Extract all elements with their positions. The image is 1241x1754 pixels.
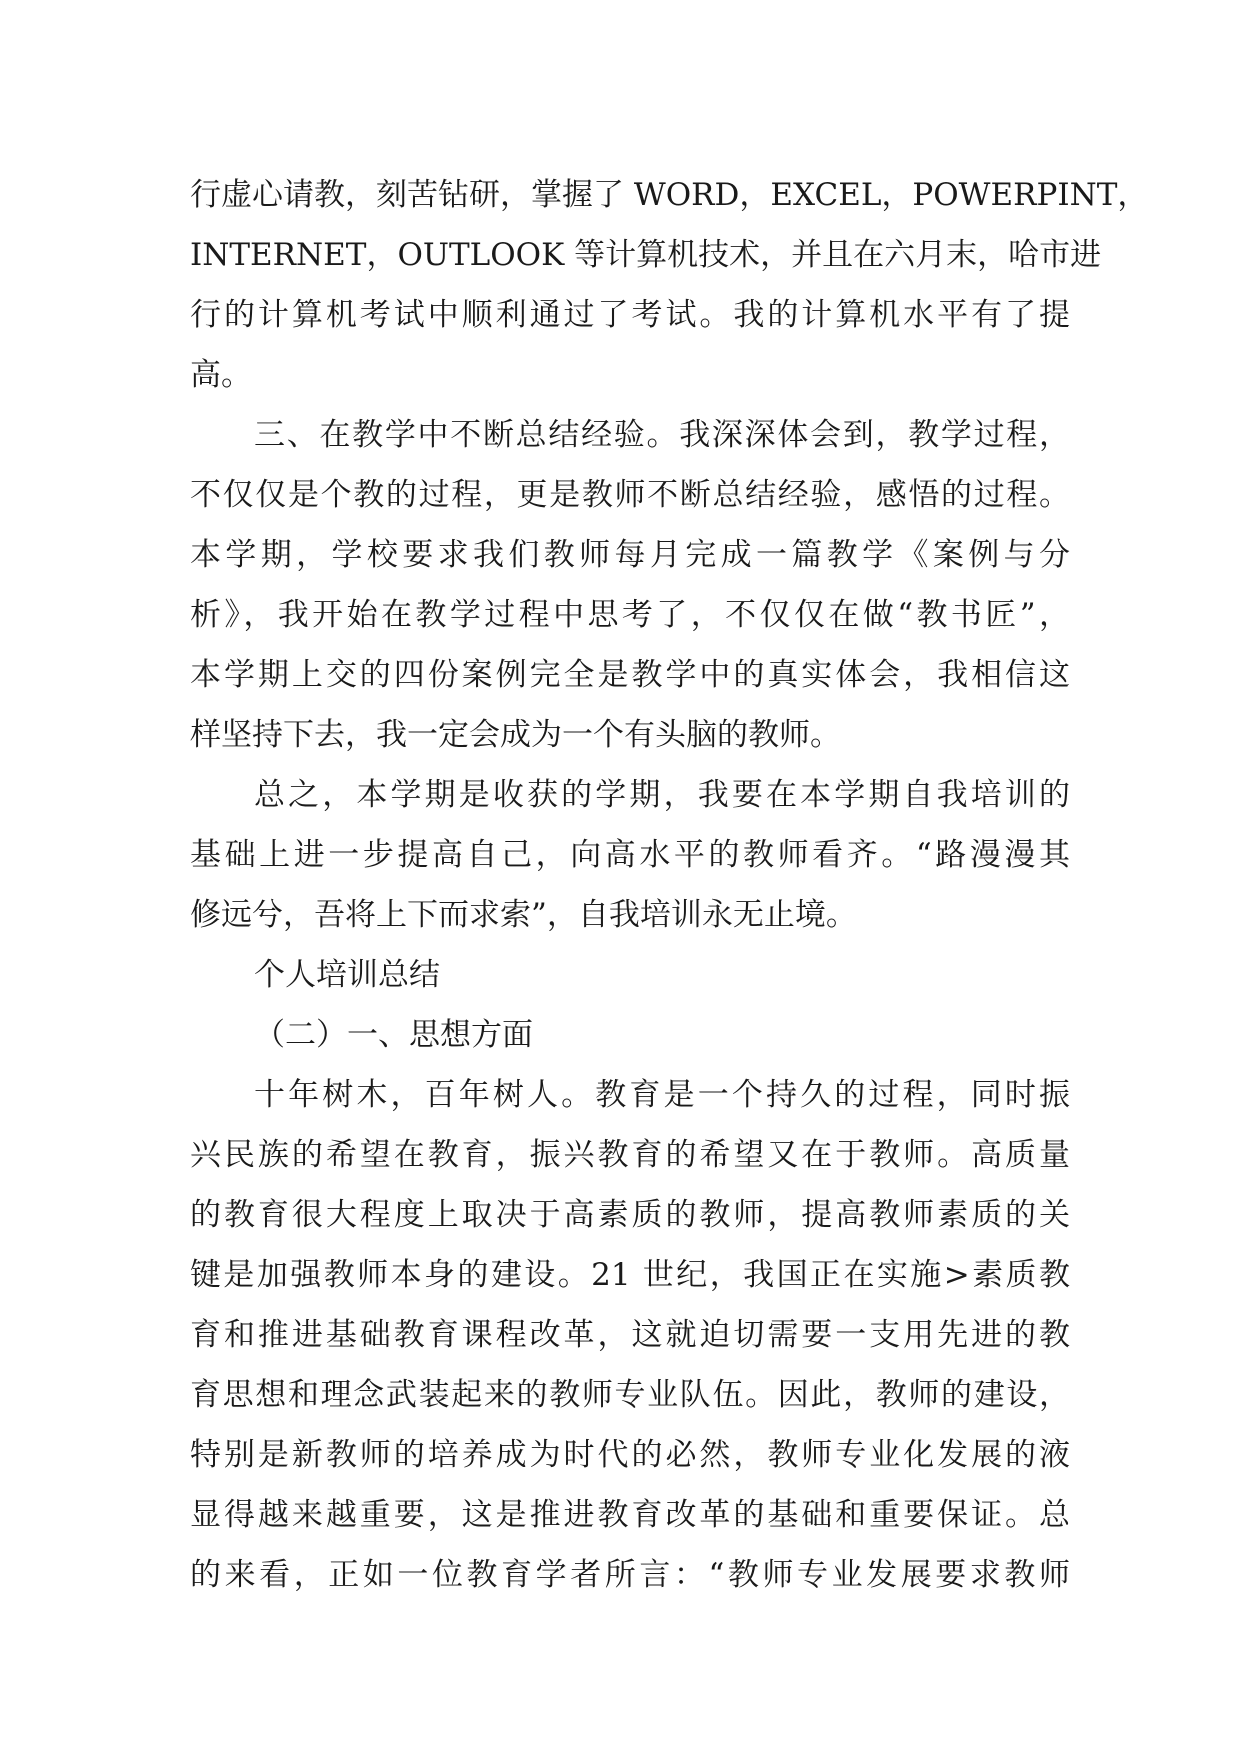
text-line: 不仅仅是个教的过程，更是教师不断总结经验，感悟的过程。 [190, 477, 1070, 513]
text-line: 显得越来越重要，这是推进教育改革的基础和重要保证。总 [190, 1497, 1070, 1533]
text-line: 析》，我开始在教学过程中思考了，不仅仅在做“教书匠”， [190, 597, 1070, 633]
text-line: 行的计算机考试中顺利通过了考试。我的计算机水平有了提 [190, 297, 1070, 333]
text-line: 行虚心请教，刻苦钻研，掌握了 WORD，EXCEL，POWERPINT， [190, 177, 1149, 213]
text-line: 基础上进一步提高自己，向高水平的教师看齐。“路漫漫其 [190, 837, 1070, 873]
text-line: 本学期上交的四份案例完全是教学中的真实体会，我相信这 [190, 657, 1070, 693]
text-line: 键是加强教师本身的建设。21 世纪，我国正在实施>素质教 [190, 1257, 1070, 1293]
text-line: 总之，本学期是收获的学期，我要在本学期自我培训的 [254, 777, 1070, 813]
text-line: 高。 [190, 357, 252, 393]
text-line: 样坚持下去，我一定会成为一个有头脑的教师。 [190, 717, 841, 753]
text-line: 三、在教学中不断总结经验。我深深体会到，教学过程， [254, 417, 1070, 453]
text-line: 十年树木，百年树人。教育是一个持久的过程，同时振 [254, 1077, 1070, 1113]
text-line: 的来看，正如一位教育学者所言：“教师专业发展要求教师 [190, 1557, 1070, 1593]
section-heading: （二）一、思想方面 [254, 1017, 533, 1053]
section-heading: 个人培训总结 [254, 957, 440, 993]
text-line: 育和推进基础教育课程改革，这就迫切需要一支用先进的教 [190, 1317, 1070, 1353]
body-text [190, 165, 1149, 1605]
text-line: 兴民族的希望在教育，振兴教育的希望又在于教师。高质量 [190, 1137, 1070, 1173]
text-line: 修远兮，吾将上下而求索”，自我培训永无止境。 [190, 897, 857, 933]
text-line: 本学期，学校要求我们教师每月完成一篇教学《案例与分 [190, 537, 1070, 573]
text-line: INTERNET，OUTLOOK 等计算机技术，并且在六月末，哈市进 [190, 237, 1102, 273]
text-line: 特别是新教师的培养成为时代的必然，教师专业化发展的液 [190, 1437, 1070, 1473]
text-line: 育思想和理念武装起来的教师专业队伍。因此，教师的建设， [190, 1377, 1070, 1413]
text-line: 的教育很大程度上取决于高素质的教师，提高教师素质的关 [190, 1197, 1070, 1233]
